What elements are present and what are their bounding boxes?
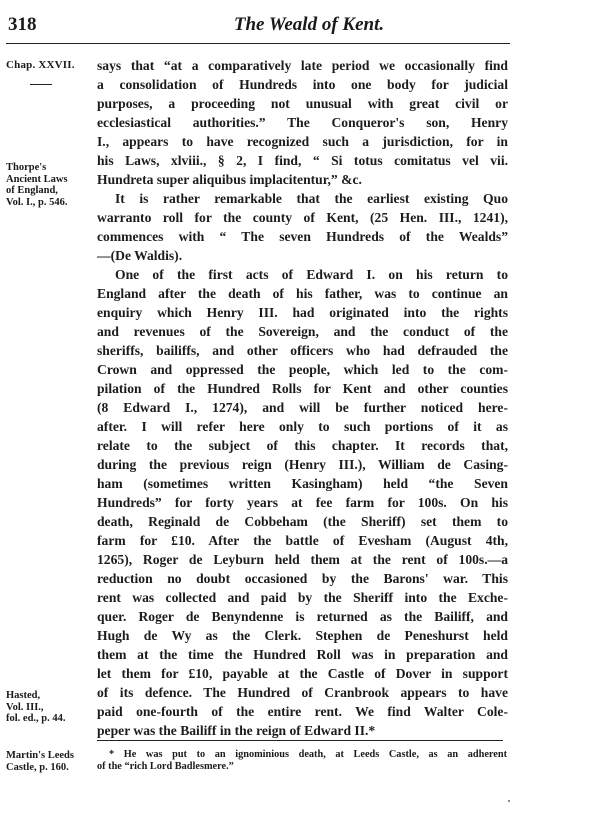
- text-line: England after the death of his father, was to continue an: [97, 286, 508, 301]
- text-line: One of the first acts of Edward I. on his return to: [115, 267, 508, 282]
- text-line: let them for £10, payable at the Castle of Dover in support: [97, 666, 508, 681]
- text-line: (8 Edward I., 1274), and will be further noticed here-: [97, 400, 508, 415]
- text-line: paid one-fourth of the entire rent. We find Walter Cole-: [97, 704, 508, 719]
- text-line: 1265), Roger de Leyburn held them at the rent of 100s.—a: [97, 552, 508, 567]
- footnote: [97, 749, 507, 773]
- print-speck: [508, 800, 510, 802]
- page-number: 318: [8, 14, 37, 35]
- text-line: ham (sometimes written Kasingham) held “the Seven: [97, 476, 508, 491]
- side-note-line: fol. ed., p. 44.: [6, 713, 66, 724]
- text-line: and revenues of the Sovereign, and the conduct of the: [97, 324, 508, 339]
- footnote-line: of the “rich Lord Badlesmere.”: [97, 761, 234, 772]
- side-note-hasted: [6, 690, 66, 725]
- side-note-line: Thorpe's: [6, 162, 47, 173]
- text-line: commences with “ The seven Hundreds of the Wealds”: [97, 229, 508, 244]
- text-line: Crown and oppressed the people, which led to the com-: [97, 362, 508, 377]
- page-header: [4, 14, 504, 40]
- chapter-label: Chap. XXVII.: [6, 59, 75, 71]
- footnote-rule: [97, 740, 503, 741]
- header-rule: [6, 43, 510, 44]
- text-line: It is rather remarkable that the earliest existing Quo: [115, 191, 508, 206]
- side-note-martin: [6, 750, 74, 773]
- text-line: ecclesiastical authorities.” The Conqueror's son, Henry: [97, 115, 508, 130]
- text-line: warranto roll for the county of Kent, (25 Hen. III., 1241),: [97, 210, 508, 225]
- side-note-line: Martin's Leeds: [6, 750, 74, 761]
- side-note-line: Vol. III.,: [6, 701, 44, 713]
- text-line: of its defence. The Hundred of Cranbrook appears to have: [97, 685, 508, 700]
- text-line: sheriffs, bailiffs, and other officers who had defrauded the: [97, 343, 508, 358]
- text-line: —(De Waldis).: [97, 248, 183, 263]
- side-note-thorpe: [6, 162, 68, 208]
- text-line: reduction no doubt occasioned by the Barons' war. This: [97, 571, 508, 586]
- text-line: I., appears to have recognized such a jurisdiction, for in: [97, 134, 508, 149]
- text-line: rent was collected and paid by the Sheriff into the Exche-: [97, 590, 508, 605]
- side-note-line: Ancient Laws: [6, 173, 68, 185]
- body-text: [97, 56, 508, 740]
- side-note-line: Vol. I., p. 546.: [6, 196, 68, 208]
- text-line: farm for £10. After the battle of Evesham (August 4th,: [97, 533, 508, 548]
- text-line: death, Reginald de Cobbeham (the Sheriff) set them to: [97, 514, 508, 529]
- text-line: after. I will refer here only to such portions of it as: [97, 419, 508, 434]
- text-line: a consolidation of Hundreds into one body for judicial: [97, 77, 508, 92]
- chapter-dash: [30, 84, 52, 85]
- text-line: says that “at a comparatively late period we occasionally find: [97, 58, 508, 73]
- text-line: relate to the subject of this chapter. It records that,: [97, 438, 508, 453]
- text-line: Hundreta super aliquibus implacitentur,” &c.: [97, 172, 362, 187]
- text-line: Hugh de Wy as the Clerk. Stephen de Peneshurst held: [97, 628, 508, 643]
- text-line: purposes, a proceeding not unusual with great civil or: [97, 96, 508, 111]
- text-line: his Laws, xlviii., § 2, I find, “ Si totus comitatus vel vii.: [97, 153, 508, 168]
- text-line: enquiry which Henry III. had originated into the rights: [97, 305, 508, 320]
- text-line: Hundreds” for forty years at fee farm for 100s. On his: [97, 495, 508, 510]
- text-line: pilation of the Hundred Rolls for Kent and other counties: [97, 381, 508, 396]
- chapter-side-note: [6, 60, 75, 72]
- side-note-line: of England,: [6, 185, 58, 196]
- footnote-line: * He was put to an ignominious death, at Leeds Castle, as an adherent: [109, 749, 507, 760]
- text-line: peper was the Bailiff in the reign of Edward II.*: [97, 723, 376, 738]
- side-note-line: Castle, p. 160.: [6, 761, 69, 773]
- side-note-line: Hasted,: [6, 690, 41, 701]
- running-title: The Weald of Kent.: [233, 14, 385, 35]
- text-line: during the previous reign (Henry III.), William de Casing-: [97, 457, 508, 472]
- text-line: quer. Roger de Benyndenne is returned as the Bailiff, and: [97, 609, 508, 624]
- text-line: them at the time the Hundred Roll was in preparation and: [97, 647, 508, 662]
